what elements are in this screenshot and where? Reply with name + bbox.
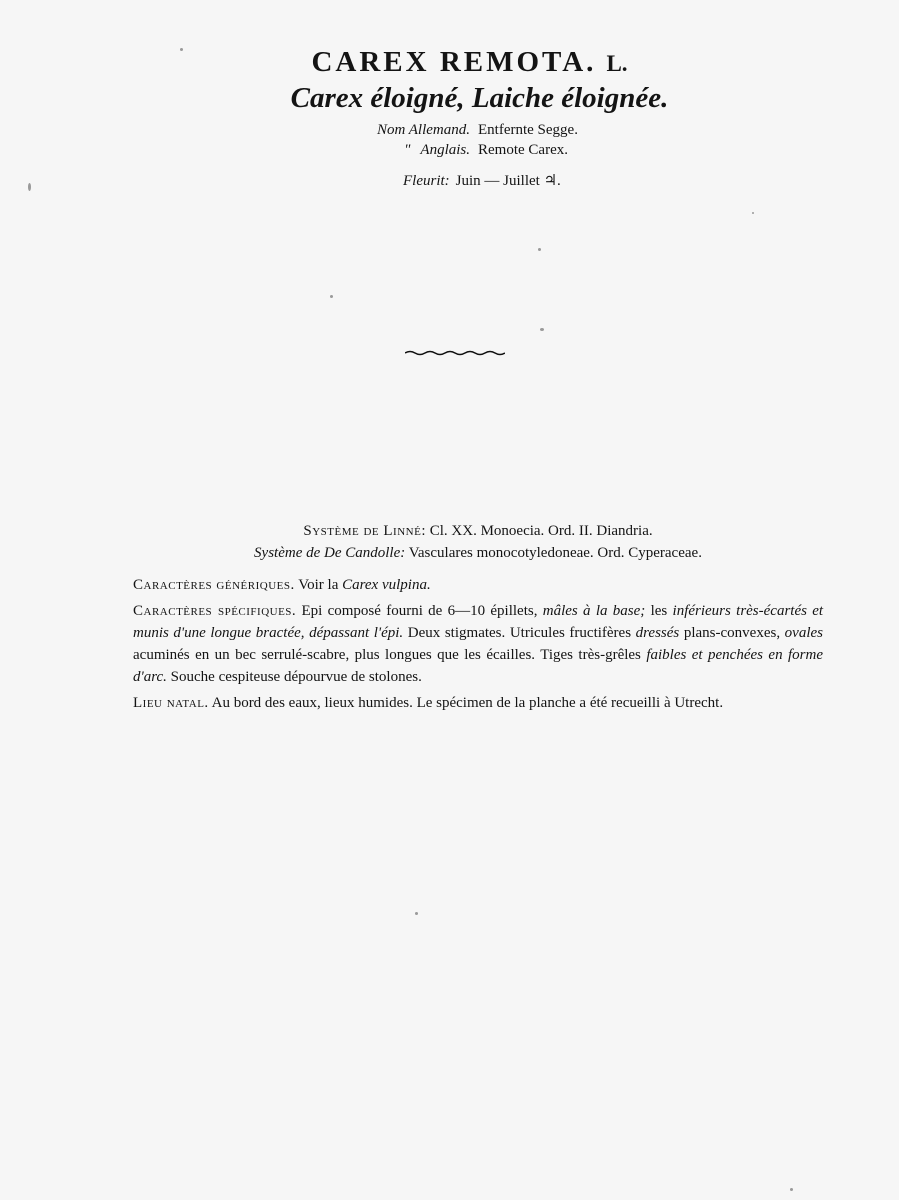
plate-number: L. bbox=[606, 51, 628, 76]
linne-system-line bbox=[133, 520, 823, 542]
specific-italic: inférieurs très-écartés et munis d'une longue bractée, dépassant l'épi. bbox=[133, 603, 824, 641]
french-common-names: Carex éloigné, Laiche éloignée. bbox=[290, 82, 669, 114]
latin-name: CAREX REMOTA. bbox=[311, 46, 597, 78]
habitat-label: Lieu natal. bbox=[133, 695, 209, 711]
generic-characters bbox=[133, 574, 823, 596]
specific-text: Deux stigmates. Utricules fructifères bbox=[407, 625, 632, 641]
ditto-mark: " bbox=[404, 142, 411, 158]
paper-speck bbox=[415, 912, 418, 915]
english-name: Remote Carex. bbox=[478, 142, 568, 158]
generic-text: Voir la bbox=[298, 577, 339, 593]
linne-label: Système de Linné: bbox=[303, 523, 426, 539]
english-label: Anglais. bbox=[420, 142, 470, 158]
specific-label: Caractères spécifiques. bbox=[133, 603, 297, 619]
specific-text: les bbox=[650, 603, 668, 619]
description-block bbox=[133, 520, 823, 714]
generic-ref: Carex vulpina. bbox=[342, 577, 431, 593]
paper-speck bbox=[540, 328, 544, 331]
paper-speck bbox=[538, 248, 541, 251]
specific-italic: dressés bbox=[635, 625, 680, 641]
decandolle-label: Système de De Candolle: bbox=[254, 545, 406, 561]
specific-characters bbox=[133, 600, 823, 688]
habitat-text: Au bord des eaux, lieux humides. Le spécimen de la planche a été recueilli à Utrecht. bbox=[211, 695, 724, 711]
specific-text: Souche cespiteuse dépourvue de stolones. bbox=[170, 669, 422, 685]
paper-speck bbox=[330, 295, 333, 298]
english-name-row bbox=[362, 142, 578, 162]
flowering-period bbox=[403, 171, 561, 190]
habitat-paragraph bbox=[133, 692, 823, 714]
decandolle-system-line bbox=[133, 542, 823, 564]
decandolle-value: Vasculares monocotyledoneae. Ord. Cyperaceae. bbox=[408, 545, 702, 561]
flowering-value: Juin — Juillet ♃. bbox=[455, 173, 561, 189]
specific-text: plans-convexes, bbox=[683, 625, 781, 641]
flowering-label: Fleurit: bbox=[403, 173, 450, 189]
species-title bbox=[0, 46, 899, 79]
specific-text: acuminés en un bec serrulé-scabre, plus longues que les écailles. Tiges très-grêles bbox=[133, 647, 641, 663]
specific-italic: mâles à la base; bbox=[542, 603, 646, 619]
german-name-row bbox=[362, 122, 578, 142]
linne-value: Cl. XX. Monoecia. Ord. II. Diandria. bbox=[429, 523, 653, 539]
vernacular-names bbox=[362, 122, 578, 162]
paper-speck bbox=[752, 212, 754, 214]
german-name: Entfernte Segge. bbox=[478, 122, 578, 138]
specific-italic: ovales bbox=[784, 625, 823, 641]
wavy-divider bbox=[405, 350, 505, 356]
paper-speck bbox=[790, 1188, 793, 1191]
generic-label: Caractères génériques. bbox=[133, 577, 295, 593]
paper-speck bbox=[28, 183, 31, 191]
german-label: Nom Allemand. bbox=[376, 122, 470, 138]
specific-italic: faibles et penchées en forme d'arc. bbox=[133, 647, 824, 685]
paper-speck bbox=[180, 48, 183, 51]
specific-text: Epi composé fourni de 6—10 épillets, bbox=[301, 603, 538, 619]
